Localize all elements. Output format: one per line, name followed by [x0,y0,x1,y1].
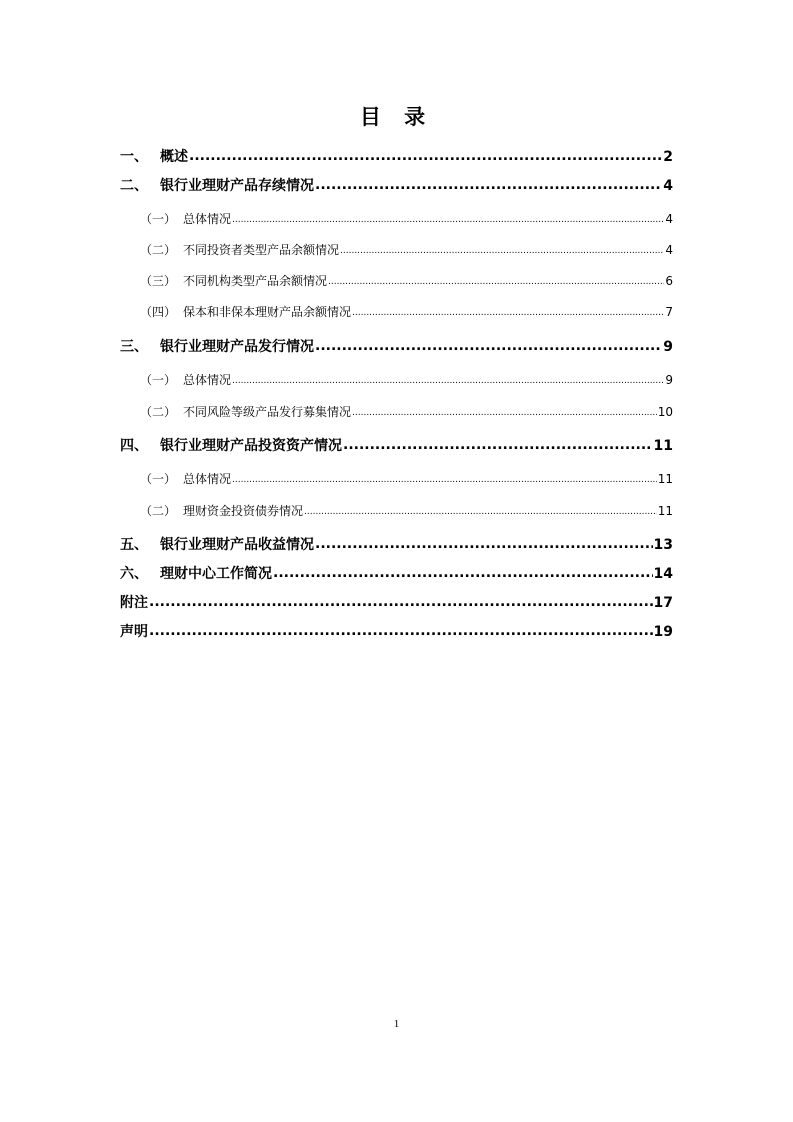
dot-leader [315,534,653,554]
toc-entry-number: 二、 [120,178,148,194]
toc-entry-label: 银行业理财产品收益情况 [160,537,314,553]
toc-entry-risk-level[interactable] [140,402,673,424]
toc-entry-page: 7 [665,305,673,319]
toc-entry-number: 五、 [120,537,148,553]
dot-leader [149,621,653,641]
toc-entry-notes[interactable] [120,593,673,613]
toc-entry-label: 银行业理财产品投资资产情况 [160,438,342,454]
toc-entry-label: 不同投资者类型产品余额情况 [183,243,340,257]
toc-entry-page: 4 [663,178,673,194]
toc-entry-page: 2 [663,149,673,165]
toc-entry-number: 一、 [120,149,148,165]
toc-entry-page: 17 [653,595,673,611]
toc-entry-page: 10 [657,405,673,419]
toc-entry-page: 9 [663,339,673,355]
dot-leader [340,239,664,261]
toc-entry-outstanding[interactable] [120,176,673,196]
toc-entry-investor-type[interactable] [140,240,673,262]
toc-entry-issuance-overall[interactable] [140,370,673,392]
dot-leader [232,208,664,230]
toc-entry-number: 四、 [120,438,148,454]
toc-entry-investment-assets[interactable] [120,436,673,456]
toc-entry-page: 11 [653,438,673,454]
toc-entry-bond-investment[interactable] [140,501,673,523]
toc-entry-page: 4 [665,212,673,226]
toc-entry-overview[interactable] [120,147,673,167]
toc-entry-label: 总体情况 [183,212,232,226]
dot-leader [189,146,662,166]
toc-entry-issuance[interactable] [120,337,673,357]
toc-entry-number: （三） [140,274,177,288]
toc-entry-label: 保本和非保本理财产品余额情况 [183,305,352,319]
dot-leader [352,401,657,423]
dot-leader [304,500,657,522]
toc-entry-label: 理财资金投资债券情况 [183,504,304,518]
toc-entry-page: 6 [665,274,673,288]
dot-leader [328,270,664,292]
toc-entry-number: （一） [140,212,177,226]
toc-title: 目 录 [359,105,434,129]
toc-entry-center-work[interactable] [120,564,673,584]
dot-leader [273,563,653,583]
toc-entry-number: （一） [140,472,177,486]
dot-leader [232,369,664,391]
toc-entry-page: 13 [653,537,673,553]
dot-leader [232,468,657,490]
toc-entry-number: 三、 [120,339,148,355]
toc-entry-number: （四） [140,305,177,319]
toc-entry-number: 六、 [120,566,148,582]
toc-entry-page: 19 [653,624,673,640]
page-number: 1 [393,1018,400,1030]
toc-entry-page: 4 [665,243,673,257]
toc-entry-page: 14 [653,566,673,582]
toc-entry-label: 附注 [120,595,148,611]
toc-entry-page: 11 [657,472,673,486]
toc-entry-number: （一） [140,373,177,387]
toc-entry-assets-overall[interactable] [140,469,673,491]
toc-entry-outstanding-overall[interactable] [140,209,673,231]
toc-entry-number: （二） [140,504,177,518]
toc-entry-statement[interactable] [120,622,673,642]
toc-entry-label: 总体情况 [183,472,232,486]
toc-entry-label: 概述 [160,149,188,165]
toc-entry-label: 声明 [120,624,148,640]
toc-entry-returns[interactable] [120,535,673,555]
toc-entry-label: 理财中心工作简况 [160,566,272,582]
dot-leader [343,435,653,455]
dot-leader [149,592,653,612]
toc-entry-label: 不同风险等级产品发行募集情况 [183,405,352,419]
toc-entry-principal-guaranteed[interactable] [140,302,673,324]
dot-leader [352,301,664,323]
toc-entry-number: （二） [140,243,177,257]
dot-leader [315,336,662,356]
toc-entry-label: 银行业理财产品存续情况 [160,178,314,194]
dot-leader [315,175,662,195]
toc-entry-label: 不同机构类型产品余额情况 [183,274,328,288]
toc-entry-label: 总体情况 [183,373,232,387]
toc-entry-label: 银行业理财产品发行情况 [160,339,314,355]
toc-entry-number: （二） [140,405,177,419]
toc-entry-institution-type[interactable] [140,271,673,293]
toc-entry-page: 9 [665,373,673,387]
toc-entry-page: 11 [657,504,673,518]
